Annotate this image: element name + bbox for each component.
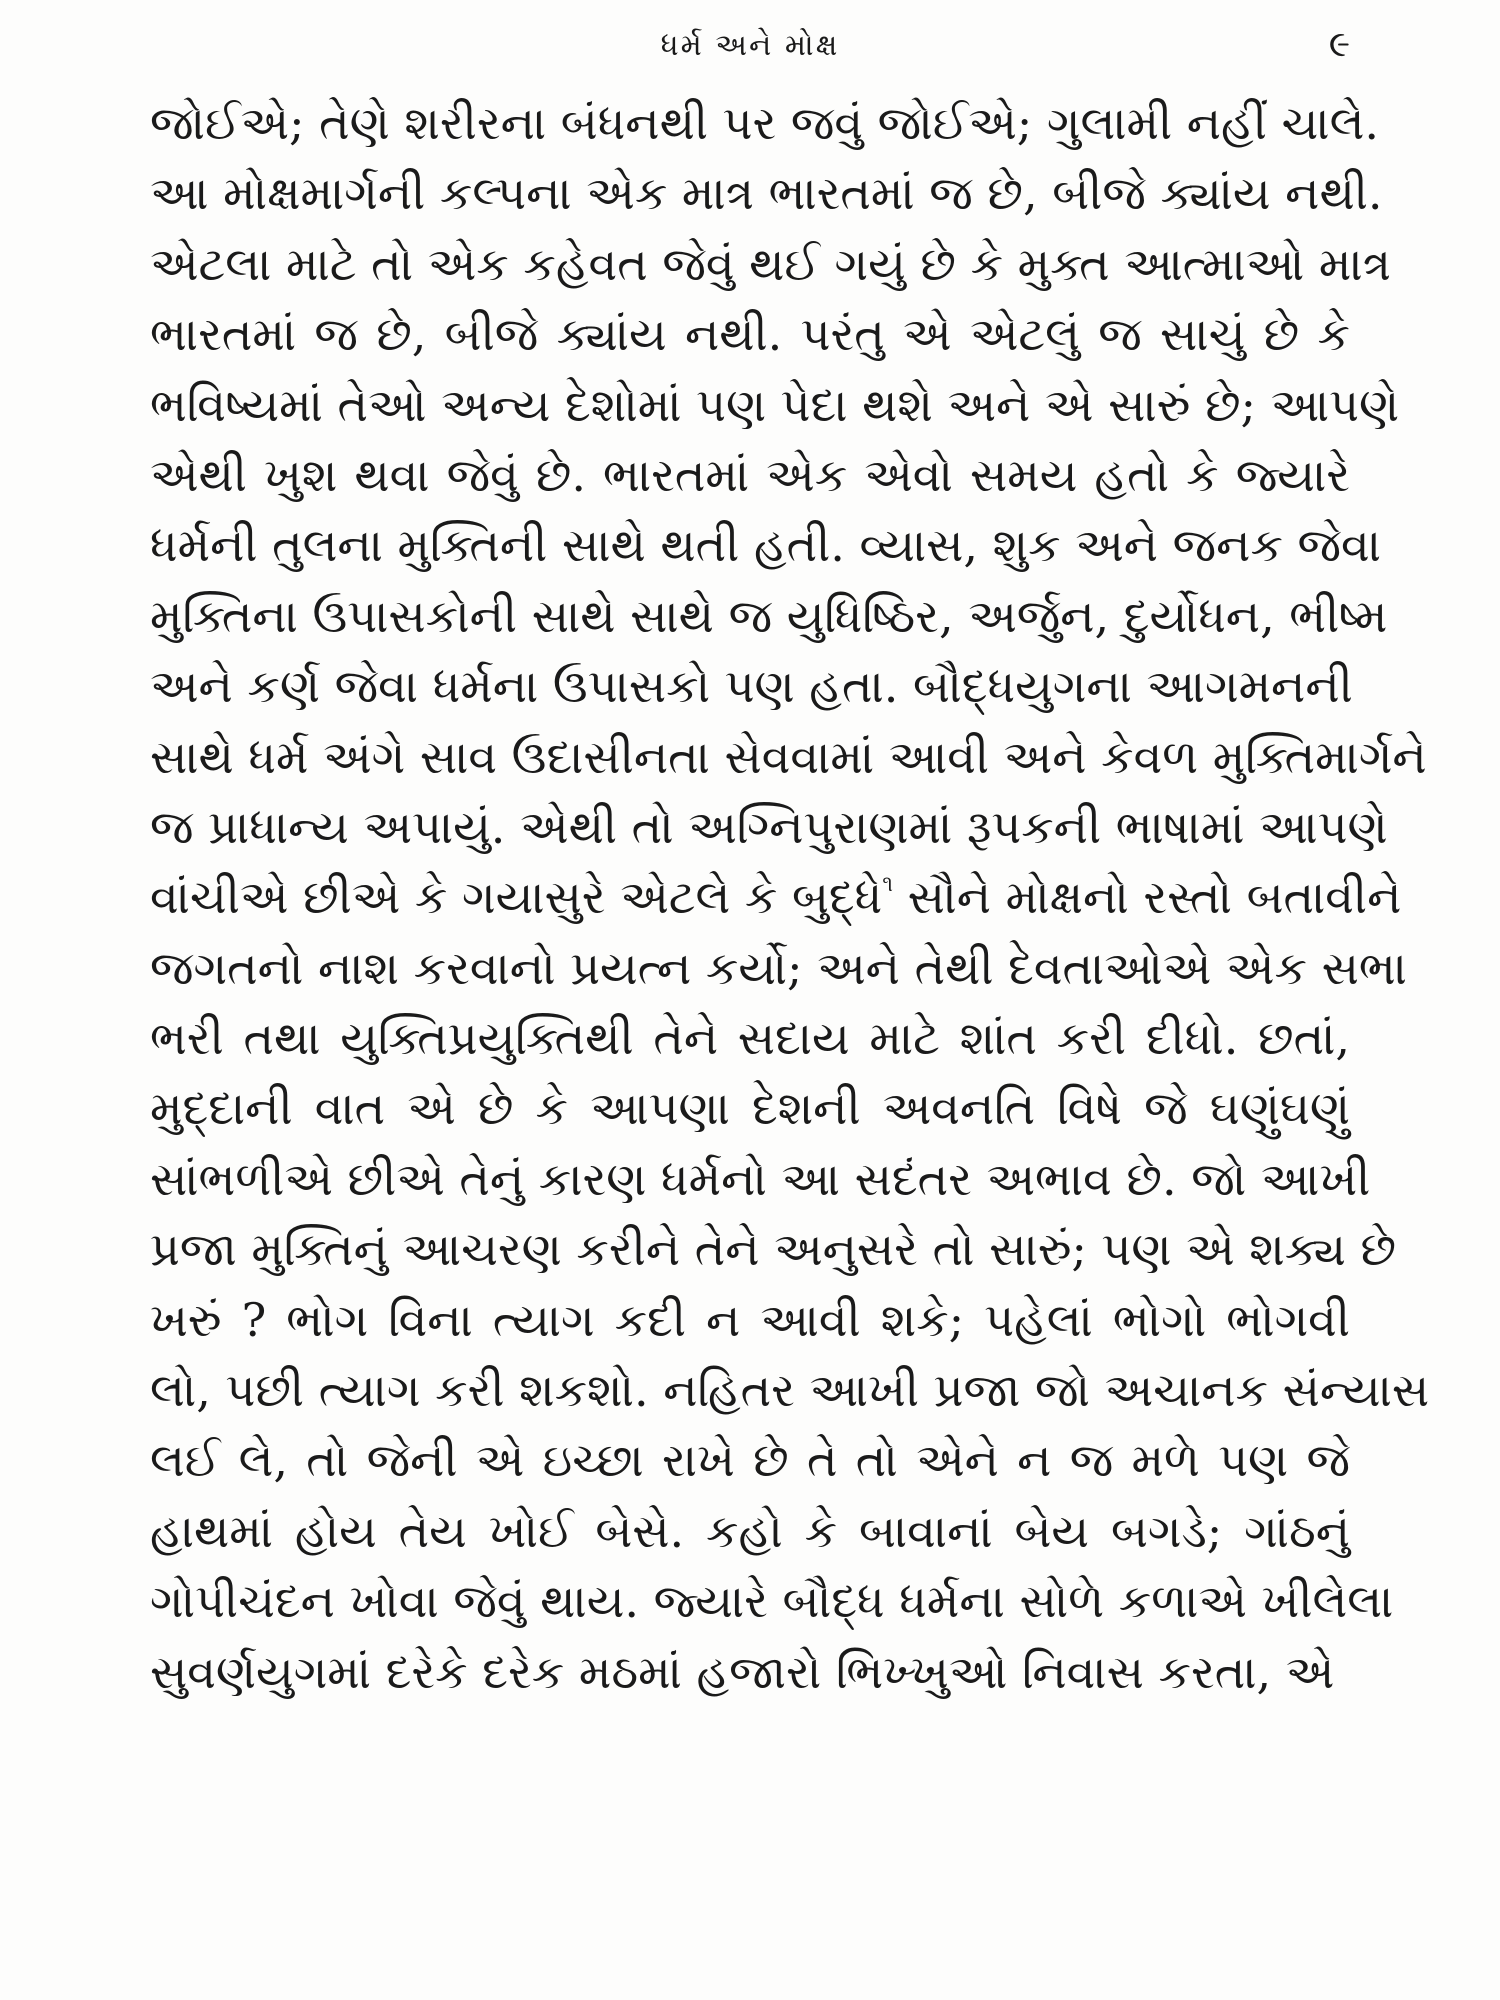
text-line: અને કર્ણ જેવા ધર્મના ઉપાસકો પણ હતા. બૌદ્ધયુગના આગમનની [150,659,1353,714]
text-segment: સૌને મોક્ષનો રસ્તો બતાવીને [893,870,1402,925]
chapter-title: ધર્મ અને મોક્ષ [660,28,840,63]
page-number: ૯ [1328,24,1350,65]
text-line: એટલા માટે તો એક કહેવત જેવું થઈ ગયું છે કે મુક્ત આત્માઓ માત્ર [150,236,1391,291]
text-line: જોઈએ; તેણે શરીરના બંધનથી પર જવું જોઈએ; ગુલામી નહીં ચાલે. [150,96,1379,150]
text-line: હાથમાં હોય તેય ખોઈ બેસે. કહો કે બાવાનાં બેય બગડે; ગાંઠનું [150,1503,1350,1558]
text-line: મુક્તિના ઉપાસકોની સાથે સાથે જ યુધિષ્ઠિર, અર્જુન, દુર્યોધન, ભીષ્મ [150,588,1388,643]
text-line: ભવિષ્યમાં તેઓ અન્ય દેશોમાં પણ પેદા થશે અને એ સારું છે; આપણે [150,377,1400,432]
text-line: આ મોક્ષમાર્ગની કલ્પના એક માત્ર ભારતમાં જ છે, બીજે ક્યાંય નથી. [150,166,1383,221]
text-segment: વાંચીએ છીએ કે ગયાસુરે એટલે કે બુદ્ધે [150,870,883,925]
text-line-with-footnote [150,862,1402,932]
text-line: જગતનો નાશ કરવાનો પ્રયત્ન કર્યો; અને તેથી દેવતાઓએ એક સભા [150,940,1407,995]
text-line: જ પ્રાધાન્ય અપાયું. એથી તો અગ્નિપુરાણમાં રૂપકની ભાષામાં આપણે [150,799,1388,854]
footnote-marker[interactable]: ૧ [882,872,894,898]
text-line: લઈ લે, તો જેની એ ઇચ્છા રાખે છે તે તો એને ન જ મળે પણ જે [150,1433,1350,1488]
text-line: સુવર્ણયુગમાં દરેકે દરેક મઠમાં હજારો ભિખ્ખુઓ નિવાસ કરતા, એ [150,1644,1335,1699]
text-line: ગોપીચંદન ખોવા જેવું થાય. જ્યારે બૌદ્ધ ધર્મના સોળે કળાએ ખીલેલા [150,1574,1394,1629]
text-line: ભરી તથા યુક્તિપ્રયુક્તિથી તેને સદાય માટે શાંત કરી દીધો. છતાં, [150,1011,1350,1066]
text-line: પ્રજા મુક્તિનું આચરણ કરીને તેને અનુસરે તો સારું; પણ એ શક્ય છે [150,1222,1397,1277]
text-line: સાંભળીએ છીએ તેનું કારણ ધર્મનો આ સદંતર અભાવ છે. જો આખી [150,1151,1371,1206]
text-line: એથી ખુશ થવા જેવું છે. ભારતમાં એક એવો સમય હતો કે જ્યારે [150,447,1350,502]
text-line: લો, પછી ત્યાગ કરી શકશો. નહિતર આખી પ્રજા જો અચાનક સંન્યાસ [150,1363,1430,1418]
text-line: મુદ્દાની વાત એ છે કે આપણા દેશની અવનતિ વિષે જે ઘણુંઘણું [150,1081,1350,1136]
body-text [150,88,1430,1707]
text-line: ભારતમાં જ છે, બીજે ક્યાંય નથી. પરંતુ એ એટલું જ સાચું છે કે [150,307,1350,362]
text-line: ધર્મની તુલના મુક્તિની સાથે થતી હતી. વ્યાસ, શુક અને જનક જેવા [150,518,1381,573]
running-header [150,22,1350,82]
text-line: ખરું ? ભોગ વિના ત્યાગ કદી ન આવી શકે; પહેલાં ભોગો ભોગવી [150,1292,1350,1347]
text-line: સાથે ધર્મ અંગે સાવ ઉદાસીનતા સેવવામાં આવી અને કેવળ મુક્તિમાર્ગને [150,729,1427,784]
